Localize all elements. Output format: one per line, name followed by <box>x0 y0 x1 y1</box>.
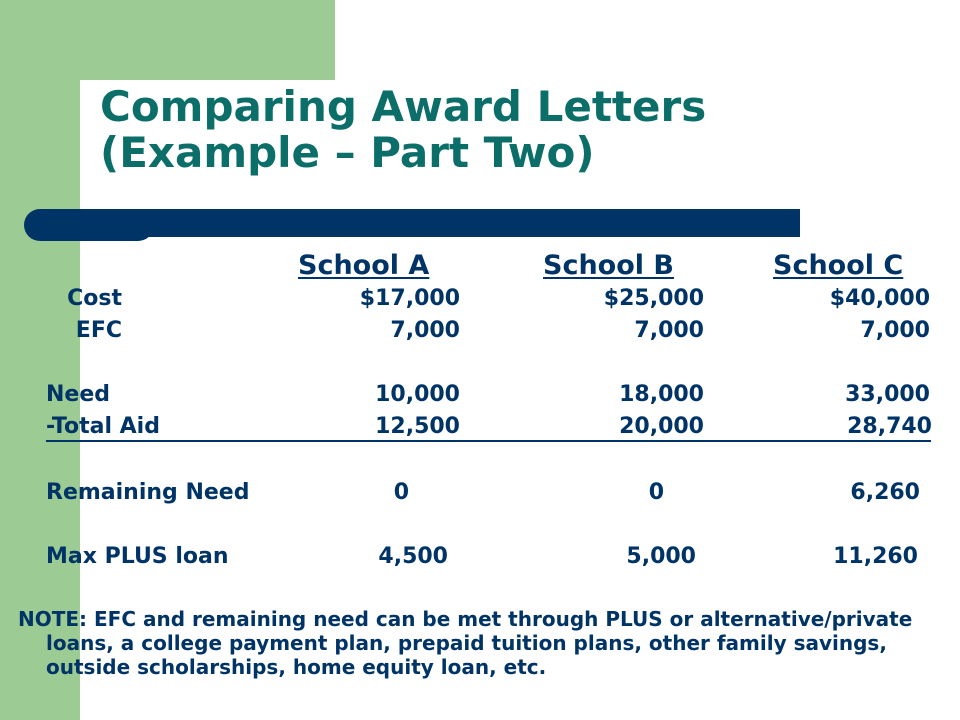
row-cost <box>0 286 960 316</box>
slide-title <box>100 84 706 176</box>
row-label: -Total Aid <box>46 414 160 439</box>
cell-school-a: 7,000 <box>390 318 460 343</box>
row-max-plus-loan <box>0 544 960 574</box>
top-green-block <box>80 0 335 80</box>
cell-school-a: 0 <box>393 480 409 505</box>
cell-school-c: 33,000 <box>845 382 930 407</box>
row-label: Remaining Need <box>46 480 250 505</box>
header-school-a: School A <box>298 250 430 281</box>
row-remaining-need <box>0 480 960 510</box>
slide-title-line-1: Comparing Award Letters <box>100 82 707 131</box>
cell-school-a: 10,000 <box>375 382 460 407</box>
cell-school-a: $17,000 <box>359 286 460 311</box>
cell-school-b: 5,000 <box>626 544 696 569</box>
cell-school-b: 20,000 <box>619 414 704 439</box>
total-aid-underline <box>46 440 931 442</box>
cell-school-b: $25,000 <box>603 286 704 311</box>
row-label: Cost <box>67 286 122 311</box>
slide-title-line-2: (Example – Part Two) <box>100 128 595 177</box>
note-text: NOTE: EFC and remaining need can be met through PLUS or alternative/private loans, a college payment plan, prepaid tuition plans, other family savings, outside scholarships, home equity loan, etc. <box>18 607 913 679</box>
cell-school-c: 28,740 <box>847 414 932 439</box>
cell-school-a: 12,500 <box>375 414 460 439</box>
cell-school-b: 7,000 <box>634 318 704 343</box>
cell-school-a: 4,500 <box>378 544 448 569</box>
cell-school-b: 0 <box>648 480 664 505</box>
cell-school-c: 6,260 <box>850 480 920 505</box>
row-label: Need <box>46 382 111 407</box>
row-label: Max PLUS loan <box>46 544 229 569</box>
header-school-b: School B <box>543 250 675 281</box>
cell-school-b: 18,000 <box>619 382 704 407</box>
row-need <box>0 382 960 412</box>
cell-school-c: 7,000 <box>860 318 930 343</box>
header-school-c: School C <box>773 250 904 281</box>
cell-school-c: 11,260 <box>833 544 918 569</box>
cell-school-c: $40,000 <box>829 286 930 311</box>
row-efc <box>0 318 960 348</box>
row-label: EFC <box>75 318 122 343</box>
title-divider <box>40 209 800 237</box>
